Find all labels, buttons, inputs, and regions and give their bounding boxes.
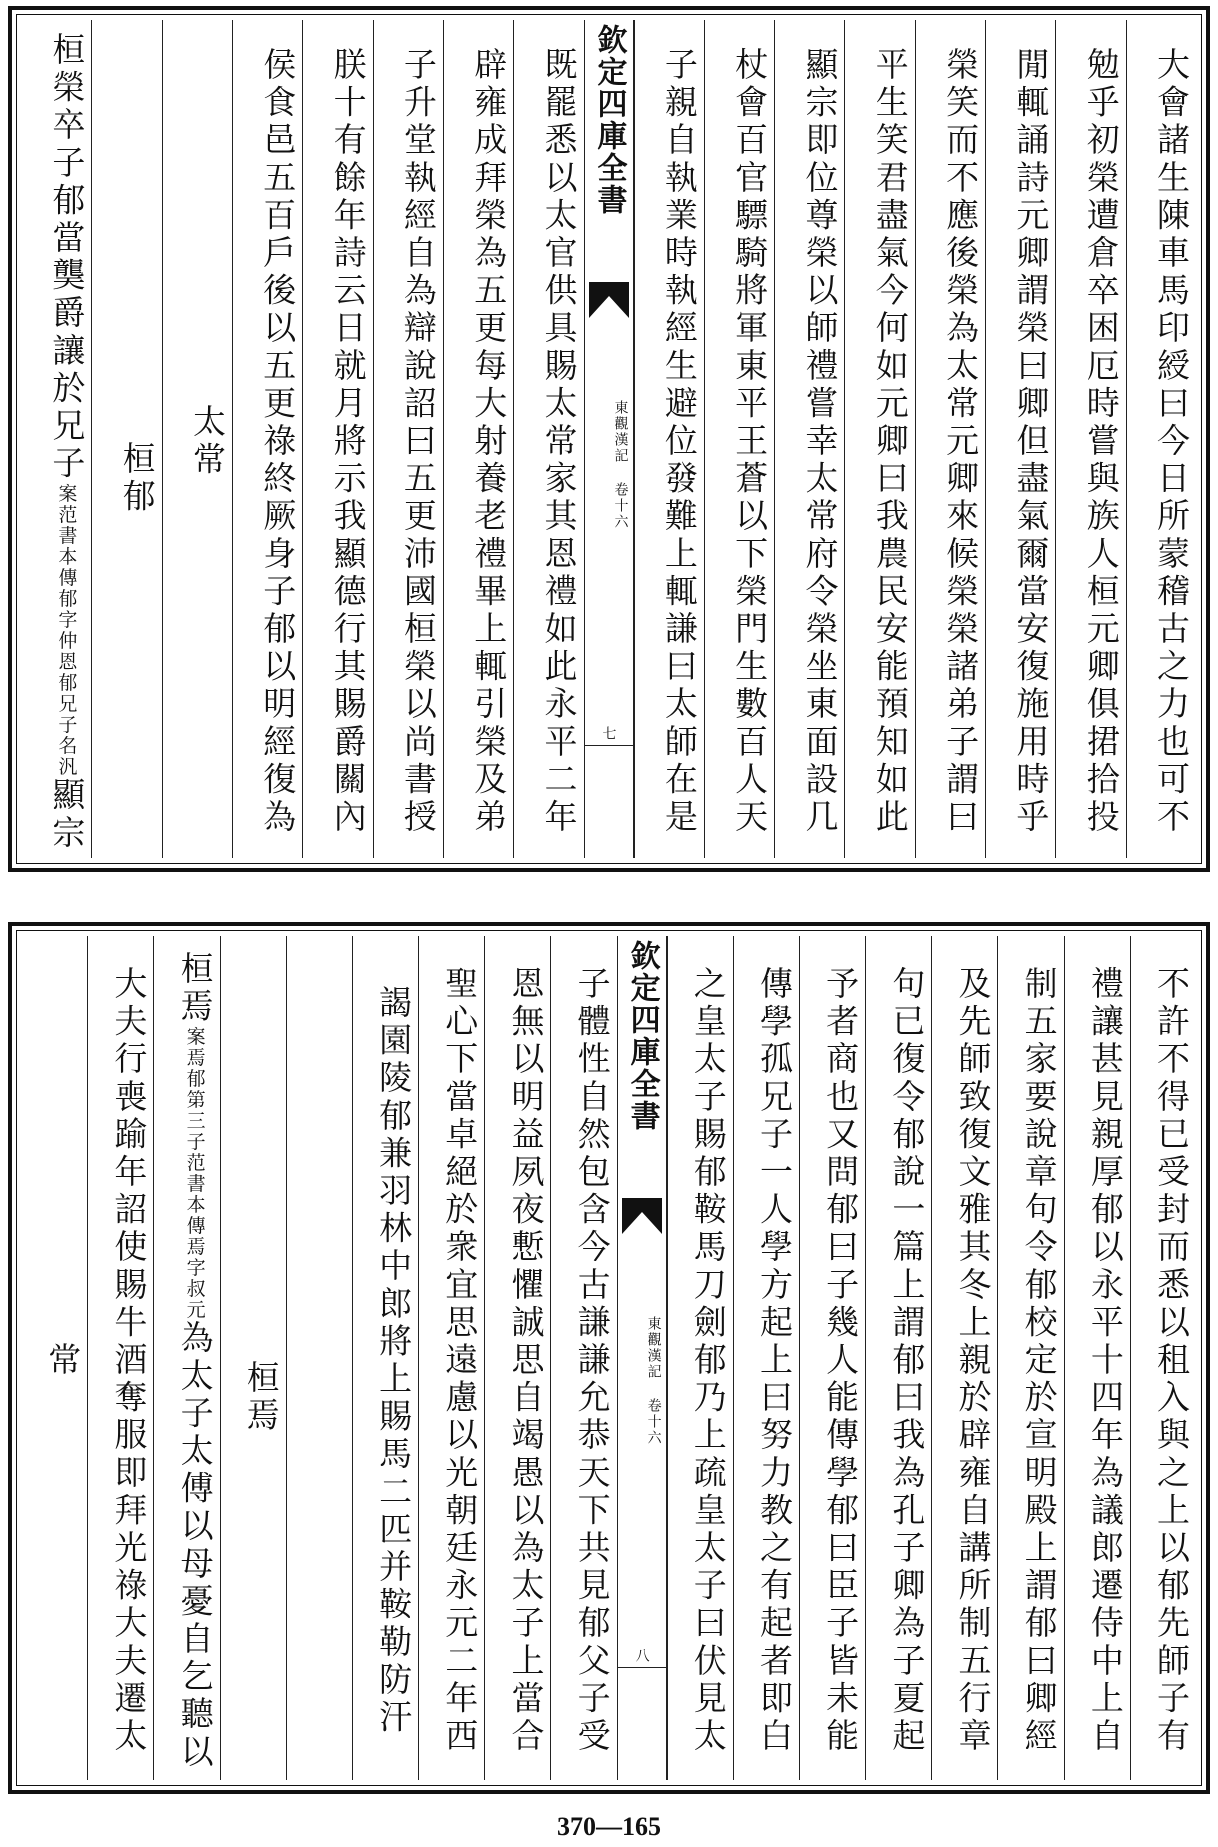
column-text: 之皇太子賜郁鞍馬刀劍郁乃上疏皇太子曰伏見太 [688,966,728,1756]
column-text: 常 [43,1342,83,1380]
text-column [667,936,733,1780]
volume-label: 卷十六 [645,1398,662,1446]
column-text: 平生笑君盡氣今何如元卿曰我農民安能預知如此 [870,47,910,837]
annotation-note: 案焉郁第三子范書本傳焉字叔元 [183,1026,206,1320]
column-text: 榮笑而不應後榮為太常元卿來候榮榮諸弟子謂曰 [941,47,981,837]
text-column [286,936,352,1780]
text-column [774,20,844,858]
column-text: 杖會百官驃騎將軍東平王蒼以下榮門生數百人天 [730,47,770,837]
column-text-continued: 為太子太傅以母憂自乞聽以 [175,1320,215,1772]
column-text: 既罷悉以太官供具賜太常家其恩禮如此永平二年 [539,47,579,837]
text-column [931,936,997,1780]
fishtail-mark-icon [622,1198,662,1234]
column-text: 朕十有餘年詩云日就月將示我顯德行其賜爵關內 [328,47,368,837]
column-text: 子體性自然包含今古謙謙允恭天下共見郁父子受 [572,966,612,1756]
text-column [87,936,153,1780]
text-column [352,936,418,1780]
divider [585,745,633,746]
text-column [302,20,372,858]
column-text: 禮讓甚見親厚郁以永平十四年為議郎遷侍中上自 [1085,966,1125,1756]
text-column [865,936,931,1780]
column-text: 及先師致復文雅其冬上親於辟雍自講所制五行章 [953,966,993,1756]
text-column [1126,20,1196,858]
text-column [162,20,232,858]
section-heading [220,936,286,1780]
book-name: 東觀漢記 [645,1316,662,1380]
text-column [484,936,550,1780]
page-number: 370—165 [557,1812,661,1841]
top-text-columns [22,20,1196,858]
text-column [550,936,616,1780]
column-text-continued: 顯宗 [47,777,87,853]
divider [618,1667,666,1668]
column-text: 顯宗即位尊榮以師禮嘗幸太常府令榮坐東面設几 [800,47,840,837]
text-column [704,20,774,858]
folio-number: 八 [633,1648,650,1662]
column-text: 句已復令郁說一篇上謂郁曰我為孔子卿為子夏起 [887,966,927,1756]
text-column [799,936,865,1780]
book-title: 欽定四庫全書 [624,940,660,1132]
column-text: 傳學孤兄子一人學方起上曰努力教之有起者即白 [754,966,794,1756]
source-label [585,400,633,530]
section-heading [91,20,161,858]
book-title: 欽定四庫全書 [591,24,627,216]
column-text: 大會諸生陳車馬印綬曰今日所蒙稽古之力也可不 [1152,47,1191,837]
text-column [513,20,583,858]
text-column [373,20,443,858]
column-text: 桓郁 [117,441,157,517]
column-text: 子親自執業時執經生避位發難上輒謙曰太師在是 [659,47,699,837]
text-column [1055,20,1125,858]
column-text: 太常 [187,404,227,480]
text-column [443,20,513,858]
book-name: 東觀漢記 [612,400,629,464]
folio-number: 七 [600,726,617,740]
text-column [915,20,985,858]
text-column [634,20,704,858]
source-label [618,1316,666,1446]
text-column [733,936,799,1780]
text-column [153,936,219,1780]
column-text: 恩無以明益夙夜慙懼誠思自竭愚以為太子上當合 [506,966,546,1756]
bottom-page-panel [8,922,1210,1794]
column-text: 桓榮卒子郁當龑爵讓於兄子 [47,31,87,483]
text-column [1064,936,1130,1780]
column-text: 勉乎初榮遭倉卒困厄時嘗與族人桓元卿俱捃拾投 [1081,47,1121,837]
text-column [997,936,1063,1780]
column-text: 不許不得已受封而悉以租入與之上以郁先師子有 [1152,966,1191,1756]
column-text: 予者商也又問郁曰子幾人能傳學郁曰臣子皆未能 [821,966,861,1756]
column-text: 大夫行喪踰年詔使賜牛酒奪服即拜光祿大夫遷太 [109,966,149,1756]
bottom-text-columns [22,936,1196,1780]
column-text: 辟雍成拜榮為五更每大射養老禮畢上輒引榮及弟 [469,47,509,837]
text-column [232,20,302,858]
column-text: 子升堂執經自為辯說詔曰五更沛國桓榮以尚書授 [398,47,438,837]
column-text: 桓焉 [175,950,215,1026]
column-text: 聖心下當卓絕於衆宜思遠慮以光朝廷永元二年西 [440,966,480,1756]
column-text: 閒輒誦詩元卿謂榮曰卿但盡氣爾當安復施用時乎 [1011,47,1051,837]
column-text: 謁園陵郁兼羽林中郎將上賜馬二匹并鞍勒防汗 [374,985,414,1737]
annotation-note: 案范書本傳郁字仲恩郁兄子名汎 [55,483,78,777]
center-fold-column [584,20,634,858]
text-column [844,20,914,858]
text-column [1130,936,1196,1780]
text-column [22,20,91,858]
column-text: 制五家要說章句令郁校定於宣明殿上謂郁曰卿經 [1019,966,1059,1756]
column-text: 桓焉 [241,1360,281,1436]
top-page-panel [8,6,1210,872]
column-text: 侯食邑五百戶後以五更祿終厥身子郁以明經復為 [258,47,298,837]
volume-label: 卷十六 [612,482,629,530]
fishtail-mark-icon [589,282,629,318]
text-column [985,20,1055,858]
text-column [22,936,87,1780]
text-column [418,936,484,1780]
center-fold-column [617,936,667,1780]
